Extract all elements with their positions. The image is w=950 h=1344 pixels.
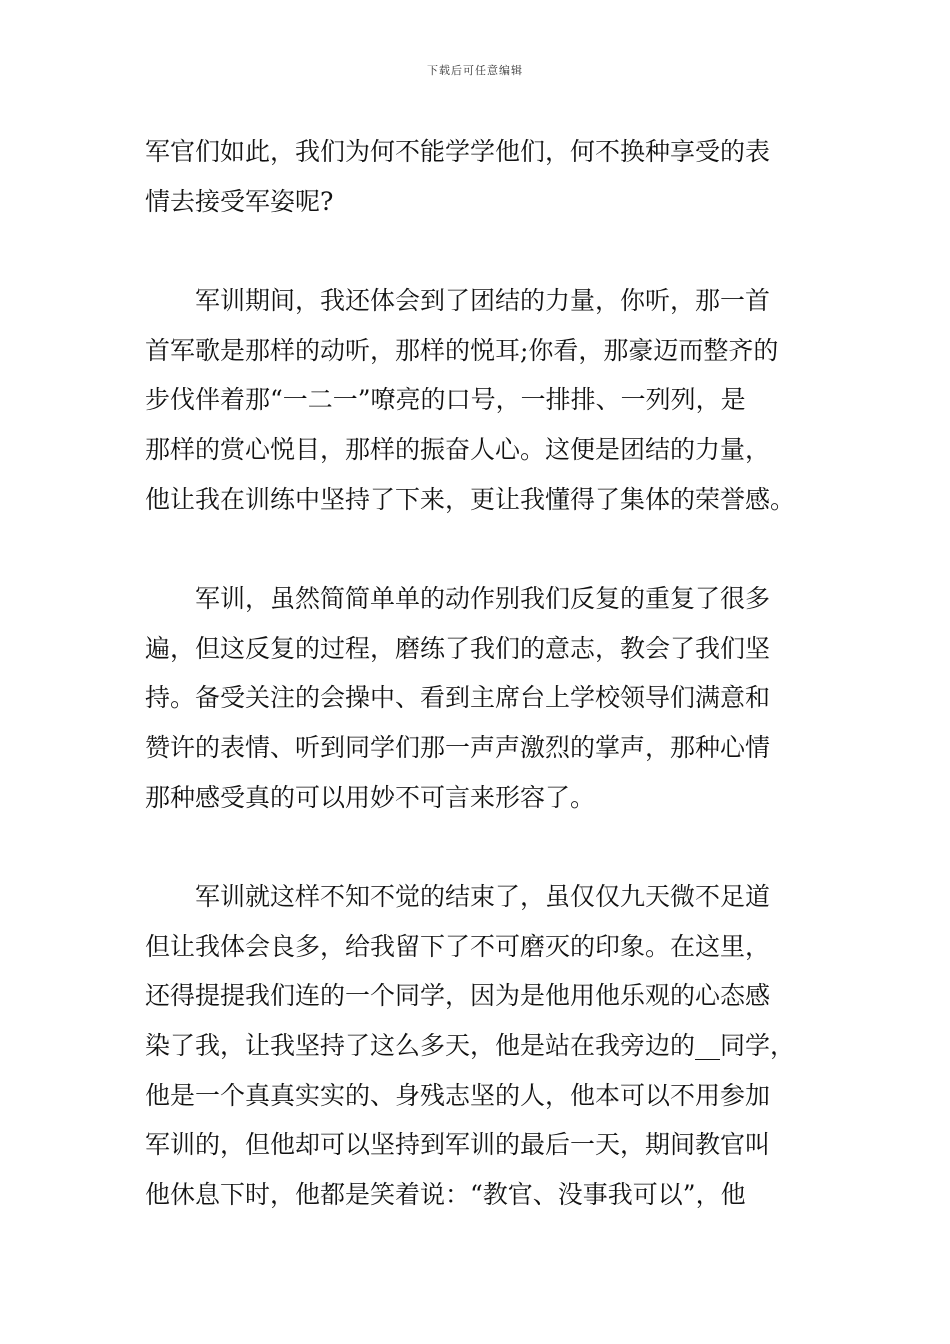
paragraph-4 — [145, 872, 810, 1219]
text-line: 军训，虽然简简单单的动作别我们反复的重复了很多 — [145, 584, 771, 614]
text-line: 那种感受真的可以用妙不可言来形容了。 — [145, 782, 596, 812]
paragraph-3 — [145, 574, 810, 822]
text-line: 步伐伴着那“一二一”嘹亮的口号，一排排、一列列，是 — [145, 385, 746, 415]
text-line: 赞许的表情、听到同学们那一声声激烈的掌声，那种心情 — [145, 732, 771, 762]
text-line: 遍，但这反复的过程，磨练了我们的意志，教会了我们坚 — [145, 633, 771, 663]
text-line: 军官们如此，我们为何不能学学他们，何不换种享受的表 — [145, 137, 771, 166]
text-line: 但让我体会良多，给我留下了不可磨灭的印象。在这里， — [145, 931, 771, 961]
paragraph-spacer — [145, 822, 810, 872]
text-line: 那样的赏心悦目，那样的振奋人心。这便是团结的力量， — [145, 434, 771, 464]
text-line: 他让我在训练中坚持了下来，更让我懂得了集体的荣誉感。 — [145, 484, 796, 514]
text-line: 他是一个真真实实的、身残志坚的人，他本可以不用参加 — [145, 1080, 771, 1110]
text-line: 军训就这样不知不觉的结束了，虽仅仅九天微不足道 — [145, 882, 771, 912]
text-line: 他休息下时，他都是笑着说：“教官、没事我可以”，他 — [145, 1179, 746, 1209]
text-line: 持。备受关注的会操中、看到主席台上学校领导们满意和 — [145, 683, 771, 713]
paragraph-2 — [145, 276, 810, 524]
text-line: 情去接受军姿呢? — [145, 186, 334, 216]
text-line: 还得提提我们连的一个同学，因为是他用他乐观的心态感 — [145, 981, 771, 1011]
paragraph-spacer — [145, 226, 810, 276]
text-line: 染了我，让我坚持了这么多天，他是站在我旁边的__同学， — [145, 1030, 796, 1060]
text-line: 军训期间，我还体会到了团结的力量，你听，那一首 — [145, 286, 771, 316]
paragraph-spacer — [145, 524, 810, 574]
page-header: 下载后可任意编辑 — [427, 64, 523, 77]
text-line: 首军歌是那样的动听，那样的悦耳;你看，那豪迈而整齐的 — [145, 335, 779, 365]
text-line: 军训的，但他却可以坚持到军训的最后一天，期间教官叫 — [145, 1130, 771, 1160]
paragraph-1 — [145, 127, 810, 226]
document-body — [145, 127, 810, 1219]
